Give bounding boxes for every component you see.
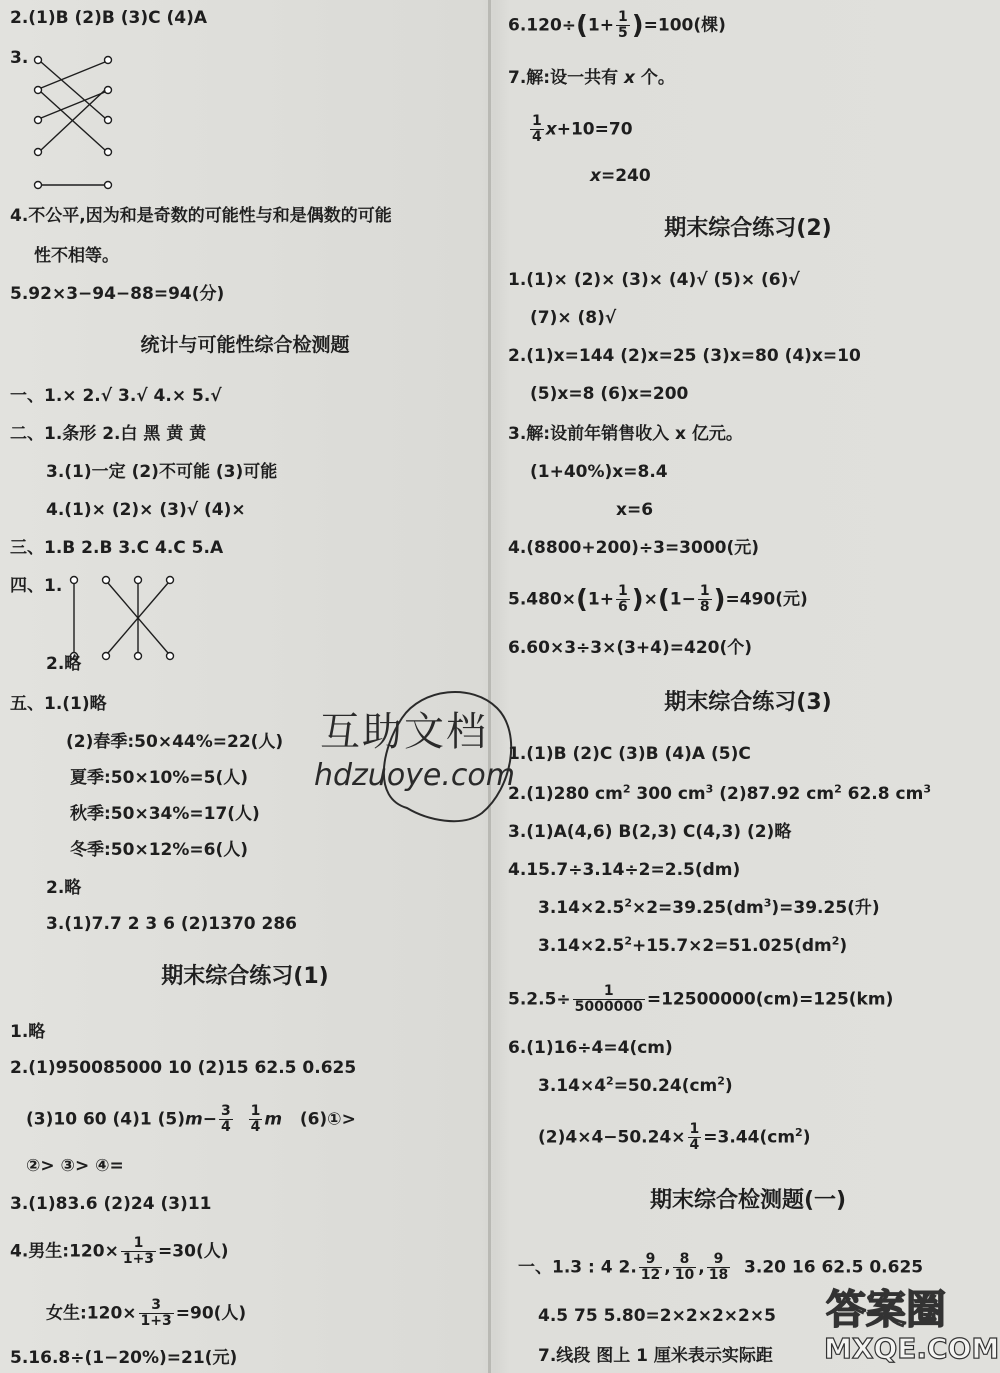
answer-line: 1.略 [10, 1022, 46, 1042]
answer-line: $3.14\times 2.5^2+15.7\times 2=51.025(dm^2)$ [538, 934, 848, 956]
answer-line [46, 1298, 246, 1329]
answer-line: (1+40%)x=8.4 [530, 462, 668, 482]
answer-line: $\frac{1}{4}$ x+10=70 [532, 113, 633, 145]
fraction: $\frac{1}{4}$ [250, 1103, 261, 1135]
answer-line: 3.(1)A(4,6) B(2,3) C(4,3) (2)略 [508, 822, 792, 842]
answer-line: 性不相等。 [34, 246, 119, 266]
answer-line: ②> ③> ④= [26, 1156, 124, 1176]
answer-line: 7.线段 图上 1 厘米表示实际距 [538, 1346, 773, 1366]
answer-line: $3.14\times 4^2=50.24(cm^2)$ [538, 1074, 733, 1096]
answer-line: 2.略 [46, 878, 82, 898]
watermark-url: hdzuoye.com [314, 758, 515, 793]
answer-line: 三、1.B 2.B 3.C 4.C 5.A [10, 538, 224, 558]
section-heading: 统计与可能性综合检测题 [140, 334, 350, 356]
answer-line: 3.(1)7.7 2 3 6 (2)1370 286 [46, 914, 298, 934]
answer-line: 2.(1)x=144 (2)x=25 (3)x=80 (4)x=10 [508, 346, 861, 366]
answer-line: (7)× (8)√ [530, 308, 617, 328]
answer-line: 6.120÷(1+ $\frac{1}{5}$ )=100(棵) [508, 9, 726, 41]
fraction: $\frac{1}{4}$ [532, 113, 542, 145]
answer-line: $3.14\times 2.5^2\times 2=39.25(dm^3)=39.25$(升) [538, 896, 880, 918]
corner-url: MXQE.COM [824, 1332, 1000, 1365]
answer-text: =90(人) [175, 1303, 247, 1324]
answer-line: (5)x=8 (6)x=200 [530, 384, 689, 404]
fraction: $\frac{1}{5000000}$ [574, 983, 643, 1015]
answer-line: 4.(1)× (2)× (3)√ (4)× [46, 500, 246, 520]
answer-line: 2.(1)950085000 10 (2)15 62.5 0.625 [10, 1058, 357, 1078]
answer-line: (2)春季:50×44%=22(人) [66, 732, 284, 752]
answer-line: 2.略 [46, 654, 82, 674]
answer-variable: m [185, 1109, 203, 1130]
fraction: $\frac{9}{18}$ [708, 1251, 729, 1283]
section-heading: 期末综合练习(2) [664, 216, 832, 241]
answer-text: − [202, 1109, 217, 1130]
answer-line: 秋季:50×34%=17(人) [70, 804, 260, 824]
answer-line: 5.2.5÷ $\frac{1}{5000000}$ =12500000(cm)=125(km) [508, 983, 894, 1015]
answer-text: (6)①> [299, 1109, 356, 1130]
answer-line: 1.(1)B (2)C (3)B (4)A (5)C [508, 744, 751, 764]
answer-line: (2)4×4−50.24× $\frac{1}{4}$ $=3.44(cm^2)$ [538, 1121, 811, 1153]
fraction: $\frac{9}{12}$ [640, 1251, 661, 1283]
answer-line: 4.(8800+200)÷3=3000(元) [508, 538, 760, 558]
answer-line: 五、1.(1)略 [10, 694, 107, 714]
watermark-title: 互助文档 [320, 709, 488, 755]
answer-line: 3.解:设前年销售收入 x 亿元。 [508, 424, 743, 444]
matching-diagram-1 [30, 55, 130, 195]
answer-line: 4.不公平,因为和是奇数的可能性与和是偶数的可能 [10, 206, 392, 226]
answer-line: 一、1.× 2.√ 3.√ 4.× 5.√ [10, 386, 222, 406]
fraction: $\frac{1}{1+3}$ [122, 1235, 155, 1267]
answer-line: 7.解:设一共有 x 个。 [508, 68, 675, 88]
answer-line: 二、1.条形 2.白 黑 黄 黄 [10, 424, 207, 444]
answer-line: 6.60×3÷3×(3+4)=420(个) [508, 638, 753, 658]
section-heading: 期末综合检测题(一) [649, 1188, 847, 1213]
fraction: $\frac{1}{5}$ [618, 9, 628, 41]
section-heading: 期末综合练习(1) [161, 964, 329, 989]
answer-line: 2.(1)B (2)B (3)C (4)A [10, 8, 208, 28]
answer-line: 四、1. [10, 576, 63, 596]
answer-line: 2.(1)280 $cm^2$ 300 $cm^3$ (2)87.92 $cm^2$ 62.8 $cm^3$ [508, 782, 931, 804]
answer-text: (3)10 60 (4)1 (5) [26, 1109, 186, 1130]
fraction: $\frac{1}{4}$ [689, 1121, 700, 1153]
corner-logo [818, 1268, 1000, 1373]
answer-line: 4.15.7÷3.14÷2=2.5(dm) [508, 860, 741, 880]
answer-line: x=240 [590, 166, 651, 186]
fraction: $\frac{1}{6}$ [618, 583, 628, 615]
section-heading: 期末综合练习(3) [664, 690, 832, 715]
answer-line: 4.5 75 5.80=2×2×2×2×5 [538, 1306, 776, 1326]
answer-variable: m [264, 1109, 283, 1130]
corner-brand: 答案圈 [826, 1287, 946, 1333]
answer-line: 1.(1)× (2)× (3)× (4)√ (5)× (6)√ [508, 270, 800, 290]
answer-line: 冬季:50×12%=6(人) [70, 840, 249, 860]
answer-text: =30(人) [158, 1241, 229, 1262]
fraction: $\frac{3}{4}$ [220, 1103, 231, 1135]
answer-line: 3.(1)一定 (2)不可能 (3)可能 [46, 462, 278, 482]
fraction: $\frac{3}{1+3}$ [140, 1297, 172, 1329]
answer-line: 5.480×(1+ $\frac{1}{6}$ )×(1− $\frac{1}{8}$ )=490(元) [508, 583, 808, 615]
answer-line: 一、1.3 : 4 2. $\frac{9}{12}$ , $\frac{8}{10}$ , $\frac{9}{18}$ 3.20 16 62.5 0.625 [518, 1251, 924, 1283]
answer-text: 4.男生:120× [10, 1241, 119, 1262]
answer-line [26, 1104, 356, 1135]
answer-line: 5.92×3−94−88=94(分) [10, 284, 225, 304]
answer-text: 女生:120× [46, 1303, 137, 1324]
fraction: $\frac{1}{8}$ [699, 583, 710, 615]
matching-diagram-2 [68, 574, 188, 664]
answer-line: 夏季:50×10%=5(人) [70, 768, 249, 788]
answer-line: 6.(1)16÷4=4(cm) [508, 1038, 673, 1058]
answer-line: 3. [10, 48, 29, 68]
answer-line [10, 1236, 229, 1267]
fraction: $\frac{8}{10}$ [674, 1251, 695, 1283]
answer-line: 5.16.8÷(1−20%)=21(元) [10, 1348, 238, 1368]
answer-line: 3.(1)83.6 (2)24 (3)11 [10, 1194, 212, 1214]
watermark-stamp [312, 678, 552, 828]
answer-line: x=6 [616, 500, 654, 520]
